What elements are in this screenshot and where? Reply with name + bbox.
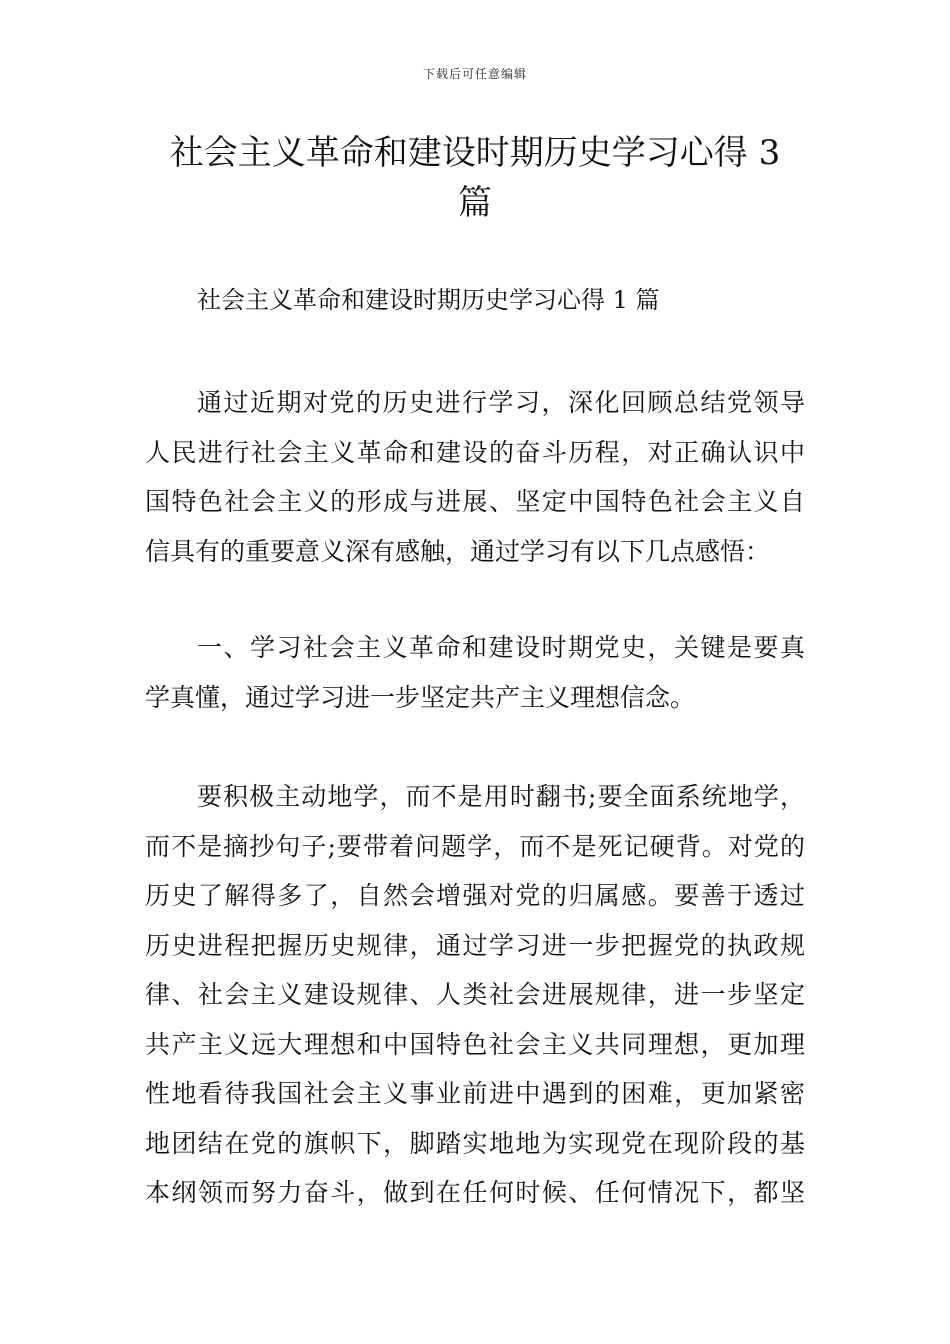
paragraph-line: 通过近期对党的历史进行学习，深化回顾总结党领导 <box>197 388 805 417</box>
title-line-2: 篇 <box>458 183 492 223</box>
paragraph-line: 律、社会主义建设规律、人类社会进展规律，进一步坚定 <box>145 980 805 1009</box>
paragraph-line: 信具有的重要意义深有感触，通过学习有以下几点感悟： <box>145 536 771 566</box>
paragraph-line: 要积极主动地学，而不是用时翻书;要全面系统地学， <box>197 782 805 811</box>
paragraph-line: 一、学习社会主义革命和建设时期党史，关键是要真 <box>197 633 805 662</box>
paragraph-point-one <box>145 623 805 722</box>
paragraph-intro <box>145 378 805 576</box>
paragraph-body <box>145 772 805 1218</box>
paragraph-line: 共产主义远大理想和中国特色社会主义共同理想，更加理 <box>145 1029 805 1059</box>
paragraph-line: 历史了解得多了，自然会增强对党的归属感。要善于透过 <box>145 881 805 910</box>
paragraph-line: 而不是摘抄句子;要带着问题学，而不是死记硬背。对党的 <box>145 831 805 861</box>
document-title <box>140 128 810 228</box>
section-subtitle: 社会主义革命和建设时期历史学习心得 1 篇 <box>197 286 660 314</box>
paragraph-line: 地团结在党的旗帜下，脚踏实地地为实现党在现阶段的基 <box>145 1128 805 1158</box>
paragraph-line: 历史进程把握历史规律，通过学习进一步把握党的执政规 <box>145 930 805 960</box>
title-line-1: 社会主义革命和建设时期历史学习心得 3 <box>169 133 781 173</box>
header-note: 下载后可任意编辑 <box>422 67 527 81</box>
paragraph-line: 学真懂，通过学习进一步坚定共产主义理想信念。 <box>145 682 696 712</box>
paragraph-line: 性地看待我国社会主义事业前进中遇到的困难，更加紧密 <box>145 1079 805 1108</box>
paragraph-line: 本纲领而努力奋斗，做到在任何时候、任何情况下，都坚 <box>145 1178 805 1207</box>
paragraph-line: 人民进行社会主义革命和建设的奋斗历程，对正确认识中 <box>145 437 805 467</box>
paragraph-line: 国特色社会主义的形成与进展、坚定中国特色社会主义自 <box>145 487 805 516</box>
